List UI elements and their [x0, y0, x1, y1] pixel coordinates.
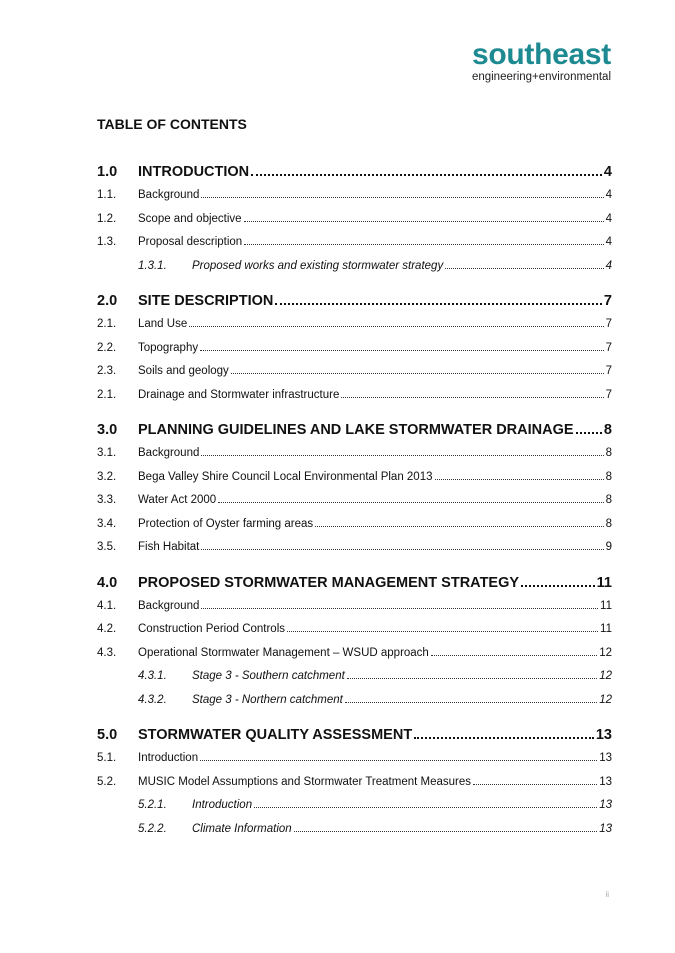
toc-entry-page: 7 — [605, 388, 612, 401]
toc-section — [97, 289, 612, 407]
toc-entry-label: Background — [138, 447, 200, 459]
toc-subsubsection[interactable] — [97, 794, 612, 818]
dot-leader — [201, 196, 603, 198]
toc-subsection[interactable] — [97, 642, 612, 666]
toc-subsection[interactable] — [97, 184, 612, 208]
toc-entry-page: 8 — [605, 494, 612, 506]
toc-subsection[interactable] — [97, 513, 612, 537]
toc-entry-page: 4 — [605, 259, 612, 272]
toc-subsection[interactable] — [97, 747, 612, 771]
toc-entry-number: 3.2. — [97, 470, 117, 483]
toc-entry-label: INTRODUCTION — [138, 164, 250, 180]
toc-entry-page: 13 — [599, 822, 612, 835]
toc-entry-number: 1.3.1. — [138, 259, 167, 272]
toc-entry-label: MUSIC Model Assumptions and Stormwater Treatment Measures — [138, 775, 471, 788]
toc-entry-number: 5.2.2. — [138, 822, 167, 835]
toc-entry-label: Protection of Oyster farming areas — [138, 517, 314, 530]
dot-leader — [414, 736, 594, 739]
toc-subsection[interactable] — [97, 208, 612, 232]
toc-subsection[interactable] — [97, 384, 612, 408]
toc-entry-page: 13 — [599, 752, 612, 764]
dot-leader — [315, 525, 603, 527]
toc-entry-label: Soils and geology — [138, 365, 229, 377]
toc-entry-label: Land Use — [138, 318, 188, 330]
toc-entry-label: PROPOSED STORMWATER MANAGEMENT STRATEGY — [138, 574, 520, 591]
toc-entry-number: 1.1. — [97, 189, 117, 201]
toc-entry-label: Operational Stormwater Management – WSUD approach — [138, 646, 429, 659]
dot-leader — [231, 372, 604, 374]
toc-entry-number: 5.1. — [97, 752, 117, 764]
toc-subsection[interactable] — [97, 337, 612, 361]
toc-entry-number: 1.3. — [97, 236, 117, 248]
dot-leader — [244, 243, 603, 245]
toc-entry-number: 5.2. — [97, 775, 117, 788]
toc-entry-label: Introduction — [192, 799, 253, 811]
toc-entry-page: 12 — [599, 670, 612, 682]
toc-entry-number: 2.1. — [97, 318, 117, 330]
dot-leader — [189, 325, 603, 327]
logo-tagline: engineering+environmental — [471, 71, 611, 83]
toc-entry-number: 4.3.1. — [138, 670, 167, 682]
toc-entry-label: Climate Information — [192, 822, 292, 835]
toc-entry-label: Fish Habitat — [138, 541, 200, 553]
toc-entry-page: 4 — [603, 164, 612, 180]
toc-entry-label: Proposal description — [138, 236, 243, 248]
toc-section — [97, 723, 612, 841]
toc-entry-number: 4.1. — [97, 599, 117, 612]
toc-entry-page: 12 — [599, 693, 612, 706]
dot-leader — [201, 548, 603, 550]
toc-entry-page: 4 — [605, 236, 612, 248]
toc-subsection[interactable] — [97, 231, 612, 255]
toc-subsubsection[interactable] — [97, 255, 612, 279]
toc-entry-number: 4.3. — [97, 646, 117, 659]
dot-leader — [275, 302, 602, 305]
toc-heading: TABLE OF CONTENTS — [97, 116, 247, 132]
toc-section — [97, 571, 612, 713]
dot-leader — [254, 806, 597, 808]
toc-entry-page: 8 — [605, 517, 612, 530]
toc-entry-number: 3.0 — [97, 422, 118, 438]
toc-section — [97, 418, 612, 560]
toc-entry-label: Background — [138, 189, 200, 201]
logo-wordmark: southeast — [472, 38, 611, 71]
toc-entry-number: 2.3. — [97, 365, 117, 377]
dot-leader — [200, 759, 597, 761]
toc-entry-page: 7 — [605, 318, 612, 330]
dot-leader — [218, 501, 603, 503]
toc-entry-number: 3.4. — [97, 517, 117, 530]
toc-entry-page: 8 — [605, 470, 612, 483]
toc-subsubsection[interactable] — [97, 665, 612, 689]
dot-leader — [341, 396, 603, 398]
toc-entry-number: 2.0 — [97, 293, 118, 309]
dot-leader — [294, 830, 597, 832]
dot-leader — [473, 783, 597, 785]
toc-entry-number: 3.5. — [97, 541, 117, 553]
toc-entry-label: Construction Period Controls — [138, 623, 286, 635]
toc-entry-label: Stage 3 - Northern catchment — [192, 693, 343, 706]
toc-entry-label: Introduction — [138, 752, 199, 764]
toc-entry-page: 9 — [605, 541, 612, 553]
toc-entry-number: 5.0 — [97, 727, 118, 743]
company-logo — [472, 40, 611, 83]
toc-entry-number: 3.1. — [97, 447, 117, 459]
toc-subsection[interactable] — [97, 771, 612, 795]
toc-entry-page: 8 — [605, 447, 612, 459]
toc-entry-number: 2.2. — [97, 341, 117, 354]
dot-leader — [201, 607, 598, 609]
toc-section-heading[interactable] — [97, 571, 612, 595]
toc-section-heading[interactable] — [97, 289, 612, 313]
toc-subsection[interactable] — [97, 466, 612, 490]
dot-leader — [200, 349, 603, 351]
toc-entry-page: 12 — [599, 646, 612, 659]
toc-entry-label: Proposed works and existing stormwater strategy — [192, 259, 444, 272]
toc-entry-label: PLANNING GUIDELINES AND LAKE STORMWATER DRAINAGE — [138, 422, 574, 438]
toc-entry-label: Topography — [138, 341, 199, 354]
dot-leader — [431, 654, 597, 656]
toc-subsubsection[interactable] — [97, 818, 612, 842]
toc-entry-label: Background — [138, 599, 200, 612]
toc-entry-number: 1.0 — [97, 164, 118, 180]
toc-entry-page: 7 — [603, 293, 612, 309]
dot-leader — [244, 220, 604, 222]
toc-entry-page: 11 — [600, 599, 612, 612]
dot-leader — [201, 454, 603, 456]
toc-subsection[interactable] — [97, 595, 612, 619]
toc-entry-page: 8 — [603, 422, 612, 438]
toc-subsection[interactable] — [97, 536, 612, 560]
toc-entry-label: Scope and objective — [138, 212, 242, 225]
toc-subsection[interactable] — [97, 313, 612, 337]
toc-entry-label: STORMWATER QUALITY ASSESSMENT — [138, 727, 413, 743]
toc-subsubsection[interactable] — [97, 689, 612, 713]
toc-entry-label: Water Act 2000 — [138, 494, 217, 506]
dot-leader — [445, 267, 603, 269]
toc-entry-page: 13 — [595, 727, 612, 743]
toc-entry-number: 4.3.2. — [138, 693, 167, 706]
dot-leader — [521, 584, 595, 587]
toc-entry-label: SITE DESCRIPTION — [138, 293, 274, 309]
toc-entry-page: 4 — [605, 212, 612, 225]
dot-leader — [435, 478, 604, 480]
toc-entry-number: 4.2. — [97, 623, 117, 635]
toc-entry-page: 7 — [605, 341, 612, 354]
page-number: ii — [605, 890, 609, 899]
toc-entry-number: 3.3. — [97, 494, 117, 506]
toc-subsection[interactable] — [97, 442, 612, 466]
toc-entry-number: 1.2. — [97, 212, 117, 225]
toc-entry-page: 4 — [605, 189, 612, 201]
toc-section-heading[interactable] — [97, 160, 612, 184]
toc-entry-label: Drainage and Stormwater infrastructure — [138, 388, 340, 401]
dot-leader — [347, 677, 597, 679]
toc-entry-number: 4.0 — [97, 574, 118, 591]
toc-entry-page: 7 — [605, 365, 612, 377]
toc-section-heading[interactable] — [97, 723, 612, 747]
toc-entry-page: 13 — [599, 799, 612, 811]
toc-section-heading[interactable] — [97, 418, 612, 442]
dot-leader — [287, 630, 598, 632]
dot-leader — [345, 701, 597, 703]
toc-section — [97, 160, 612, 278]
toc-subsection[interactable] — [97, 489, 612, 513]
toc-entry-page: 11 — [596, 574, 612, 591]
toc-subsection[interactable] — [97, 360, 612, 384]
dot-leader — [576, 431, 602, 434]
toc-entry-page: 13 — [599, 775, 612, 788]
toc-entry-label: Bega Valley Shire Council Local Environmental Plan 2013 — [138, 470, 433, 483]
toc-entry-number: 2.1. — [97, 388, 117, 401]
dot-leader — [251, 173, 602, 176]
table-of-contents — [97, 160, 612, 852]
toc-entry-page: 11 — [600, 623, 612, 635]
toc-entry-number: 5.2.1. — [138, 799, 167, 811]
toc-subsection[interactable] — [97, 618, 612, 642]
toc-entry-label: Stage 3 - Southern catchment — [192, 670, 345, 682]
